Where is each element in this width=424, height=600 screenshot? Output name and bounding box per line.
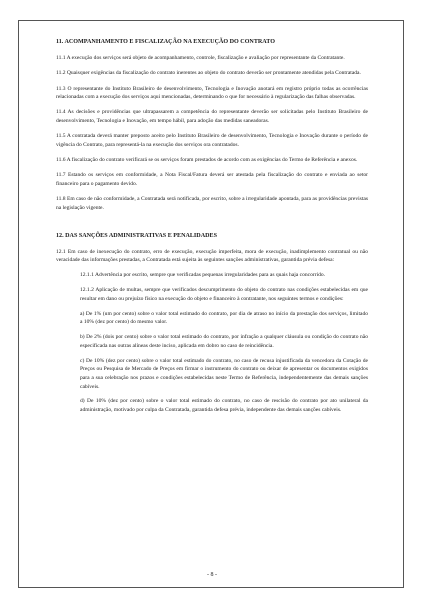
clause-12-1-2-c: c) De 10% (dez por cento) sobre o valor total estimado do contrato, no caso de recusa injustificada da vencedora da Cotação de Preços ou Pesquisa de Mercado de Preços em firmar o instrumento do contrato ou deixar de apresentar os documentos exigidos para a sua celebração nos prazos e condições estabelecidas neste Termo de Referência, independentemente das demais sanções cabíveis. xyxy=(80,357,368,390)
clause-12-1: 12.1 Em caso de inexecução do contrato, erro de execução, execução imperfeita, mora de execução, inadimplemento contratual ou não veracidade das informações prestadas, a Contratada está sujeita às seguintes sanções administrativas, garantida prévia defesa: xyxy=(56,248,368,264)
clause-11-2: 11.2 Quaisquer exigências da fiscalização do contrato inerentes ao objeto do contrato deverão ser prontamente atendidas pela Contratada. xyxy=(56,70,361,77)
clause-11-1: 11.1 A execução dos serviços será objeto de acompanhamento, controle, fiscalização e avaliação por representante da Contratante. xyxy=(56,55,345,61)
document-body xyxy=(56,38,368,421)
clause-12-1-1: 12.1.1 Advertência por escrito, sempre que verificadas pequenas irregularidades para as quais haja concorrido. xyxy=(80,272,326,279)
section-11-heading: 11. ACOMPANHAMENTO E FISCALIZAÇÃO NA EXECUÇÃO DO CONTRATO xyxy=(56,39,275,45)
clause-12-1-2-b: b) De 2% (dois por cento) sobre o valor total estimado do contrato, por infração a qualquer cláusula ou condição do contrato não especificada nas outras alíneas deste inciso, aplicada em dobro no caso de reincidência. xyxy=(80,334,368,349)
clause-12-1-2: 12.1.2 Aplicação de multas, sempre que verificados descumprimento do objeto do contrato nas condições estabelecidas em que resultar em dano ou prejuízo físico na execução do objeto e financeiro à contratante, nos seguintes termos e condições: xyxy=(80,287,368,302)
clause-11-7: 11.7 Estando os serviços em conformidade, a Nota Fiscal/Fatura deverá ser atestada pela fiscalização do contrato e enviada ao setor financeiro para o pagamento devido. xyxy=(56,172,368,188)
clause-11-4: 11.4 As decisões e providências que ultrapassarem a competência do representante deverão ser solicitadas pelo Instituto Brasileiro de desenvolvimento, Tecnologia e Inovação, em tempo hábil, para adoção das medidas saneadoras. xyxy=(56,109,368,125)
section-12-heading: 12. DAS SANÇÕES ADMINISTRATIVAS E PENALIDADES xyxy=(56,232,217,239)
clause-11-6: 11.6 A fiscalização do contrato verificará se os serviços foram prestados de acordo com as exigências do Termo de Referência e anexos. xyxy=(56,157,358,164)
clause-11-5: 11.5 A contratada deverá manter preposto aceito pelo Instituto Brasileiro de desenvolvimento, Tecnologia e Inovação durante o período de vigência do Contrato, para representá-la na execução dos serviços ora contratados. xyxy=(56,133,368,148)
clause-12-1-2-a: a) De 1% (um por cento) sobre o valor total estimado do contrato, por dia de atraso no início da prestação dos serviços, limitado a 10% (dez por cento) do mesmo valor. xyxy=(80,310,368,326)
clause-12-1-2-d: d) De 10% (dez por cento) sobre o valor total estimado do contrato, no caso de rescisão do contrato por ato unilateral da administração, motivado por culpa da Contratada, garantida defesa prévia, independente das demais sanções cabíveis. xyxy=(80,398,368,414)
clause-11-3: 11.3 O representante do Instituto Brasileiro de desenvolvimento, Tecnologia e Inovação anotará em registro próprio todas as ocorrências relacionadas com a execução dos serviços aqui mencionadas, determinando o que for necessário à regularização das falhas observadas. xyxy=(56,85,368,101)
page-number: - 8 - xyxy=(207,572,217,578)
clause-11-8: 11.8 Em caso de não conformidade, a Contratada será notificada, por escrito, sobre a irregularidade apontada, para as providências previstas na legislação vigente. xyxy=(56,196,368,211)
